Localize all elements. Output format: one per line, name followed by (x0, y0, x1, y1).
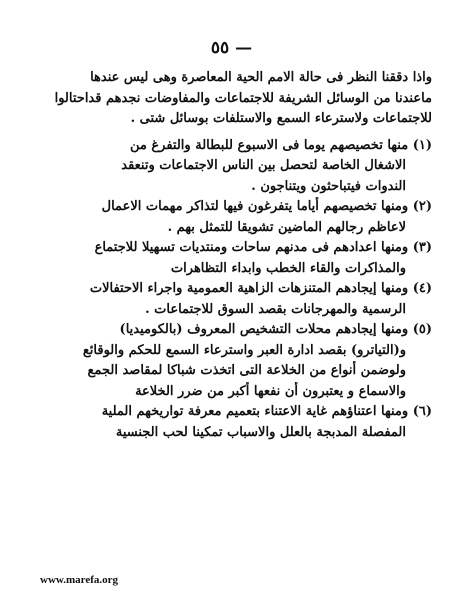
text-line: (٥) ومنها إيجادهم محلات التشخيص المعروف (بالكوميديا) (119, 322, 432, 337)
text-line: للاجتماعات ولاسترعاء السمع والاستلفات بوسائل شتى . (130, 111, 432, 126)
text-line: لاعاظم رجالهم الماضين تشويقا للتمثل بهم . (167, 219, 406, 235)
text-line: واذا دققنا النظر فى حالة الامم الحية المعاصرة وهى ليس عندها (90, 70, 432, 85)
text-line: (٢) ومنها تخصيصهم أياما يتفرغون فيها لتذاكر مهمات الاعمال (101, 199, 432, 214)
text-line: الندوات فيتباحثون ويتناجون . (251, 178, 406, 194)
text-line: الاشغال الخاصة لتحصل بين الناس الاجتماعات وتنعقد (121, 158, 406, 173)
text-line: المفصلة المدبجة بالعلل والاسباب تمكينا لحب الجنسية (115, 424, 406, 440)
text-line: (٤) ومنها إيجادهم المتنزهات الزاهية العمومية واجراء الاحتفالات (89, 281, 432, 296)
text-line: و(التياترو) بقصد ادارة العبر واسترعاء السمع للحكم والوقائع (82, 342, 406, 358)
text-line: (٦) ومنها اعتناؤهم غاية الاعتناء بتعميم معرفة تواريخهم الملية (101, 404, 432, 419)
text-line: والمذاكرات والقاء الخطب وابداء التظاهرات (170, 260, 406, 276)
text-line: (٣) ومنها اعدادهم فى مدنهم ساحات ومنتديات تسهيلا للاجتماع (94, 240, 432, 255)
text-line: الرسمية والمهرجانات بقصد السوق للاجتماعات . (145, 301, 406, 317)
text-line: ماعندنا من الوسائل الشريفة للاجتماعات والمفاوضات نجدهم قداحتالوا (54, 90, 432, 106)
text-line: ولوضمن أنواع من الخلاعة التى اتخذت شباكا لمقاصد الجمع (87, 363, 406, 378)
text-line: والاسماع و يعتبرون أن نفعها أكبر من ضرر الخلاعة (135, 383, 406, 399)
body-text (46, 68, 432, 443)
footer-url: www.marefa.org (40, 574, 118, 586)
text-line: (١) منها تخصيصهم يوما فى الاسبوع للبطالة والتفرغ من (130, 137, 432, 153)
page-number: — ٥٥ (210, 38, 253, 58)
